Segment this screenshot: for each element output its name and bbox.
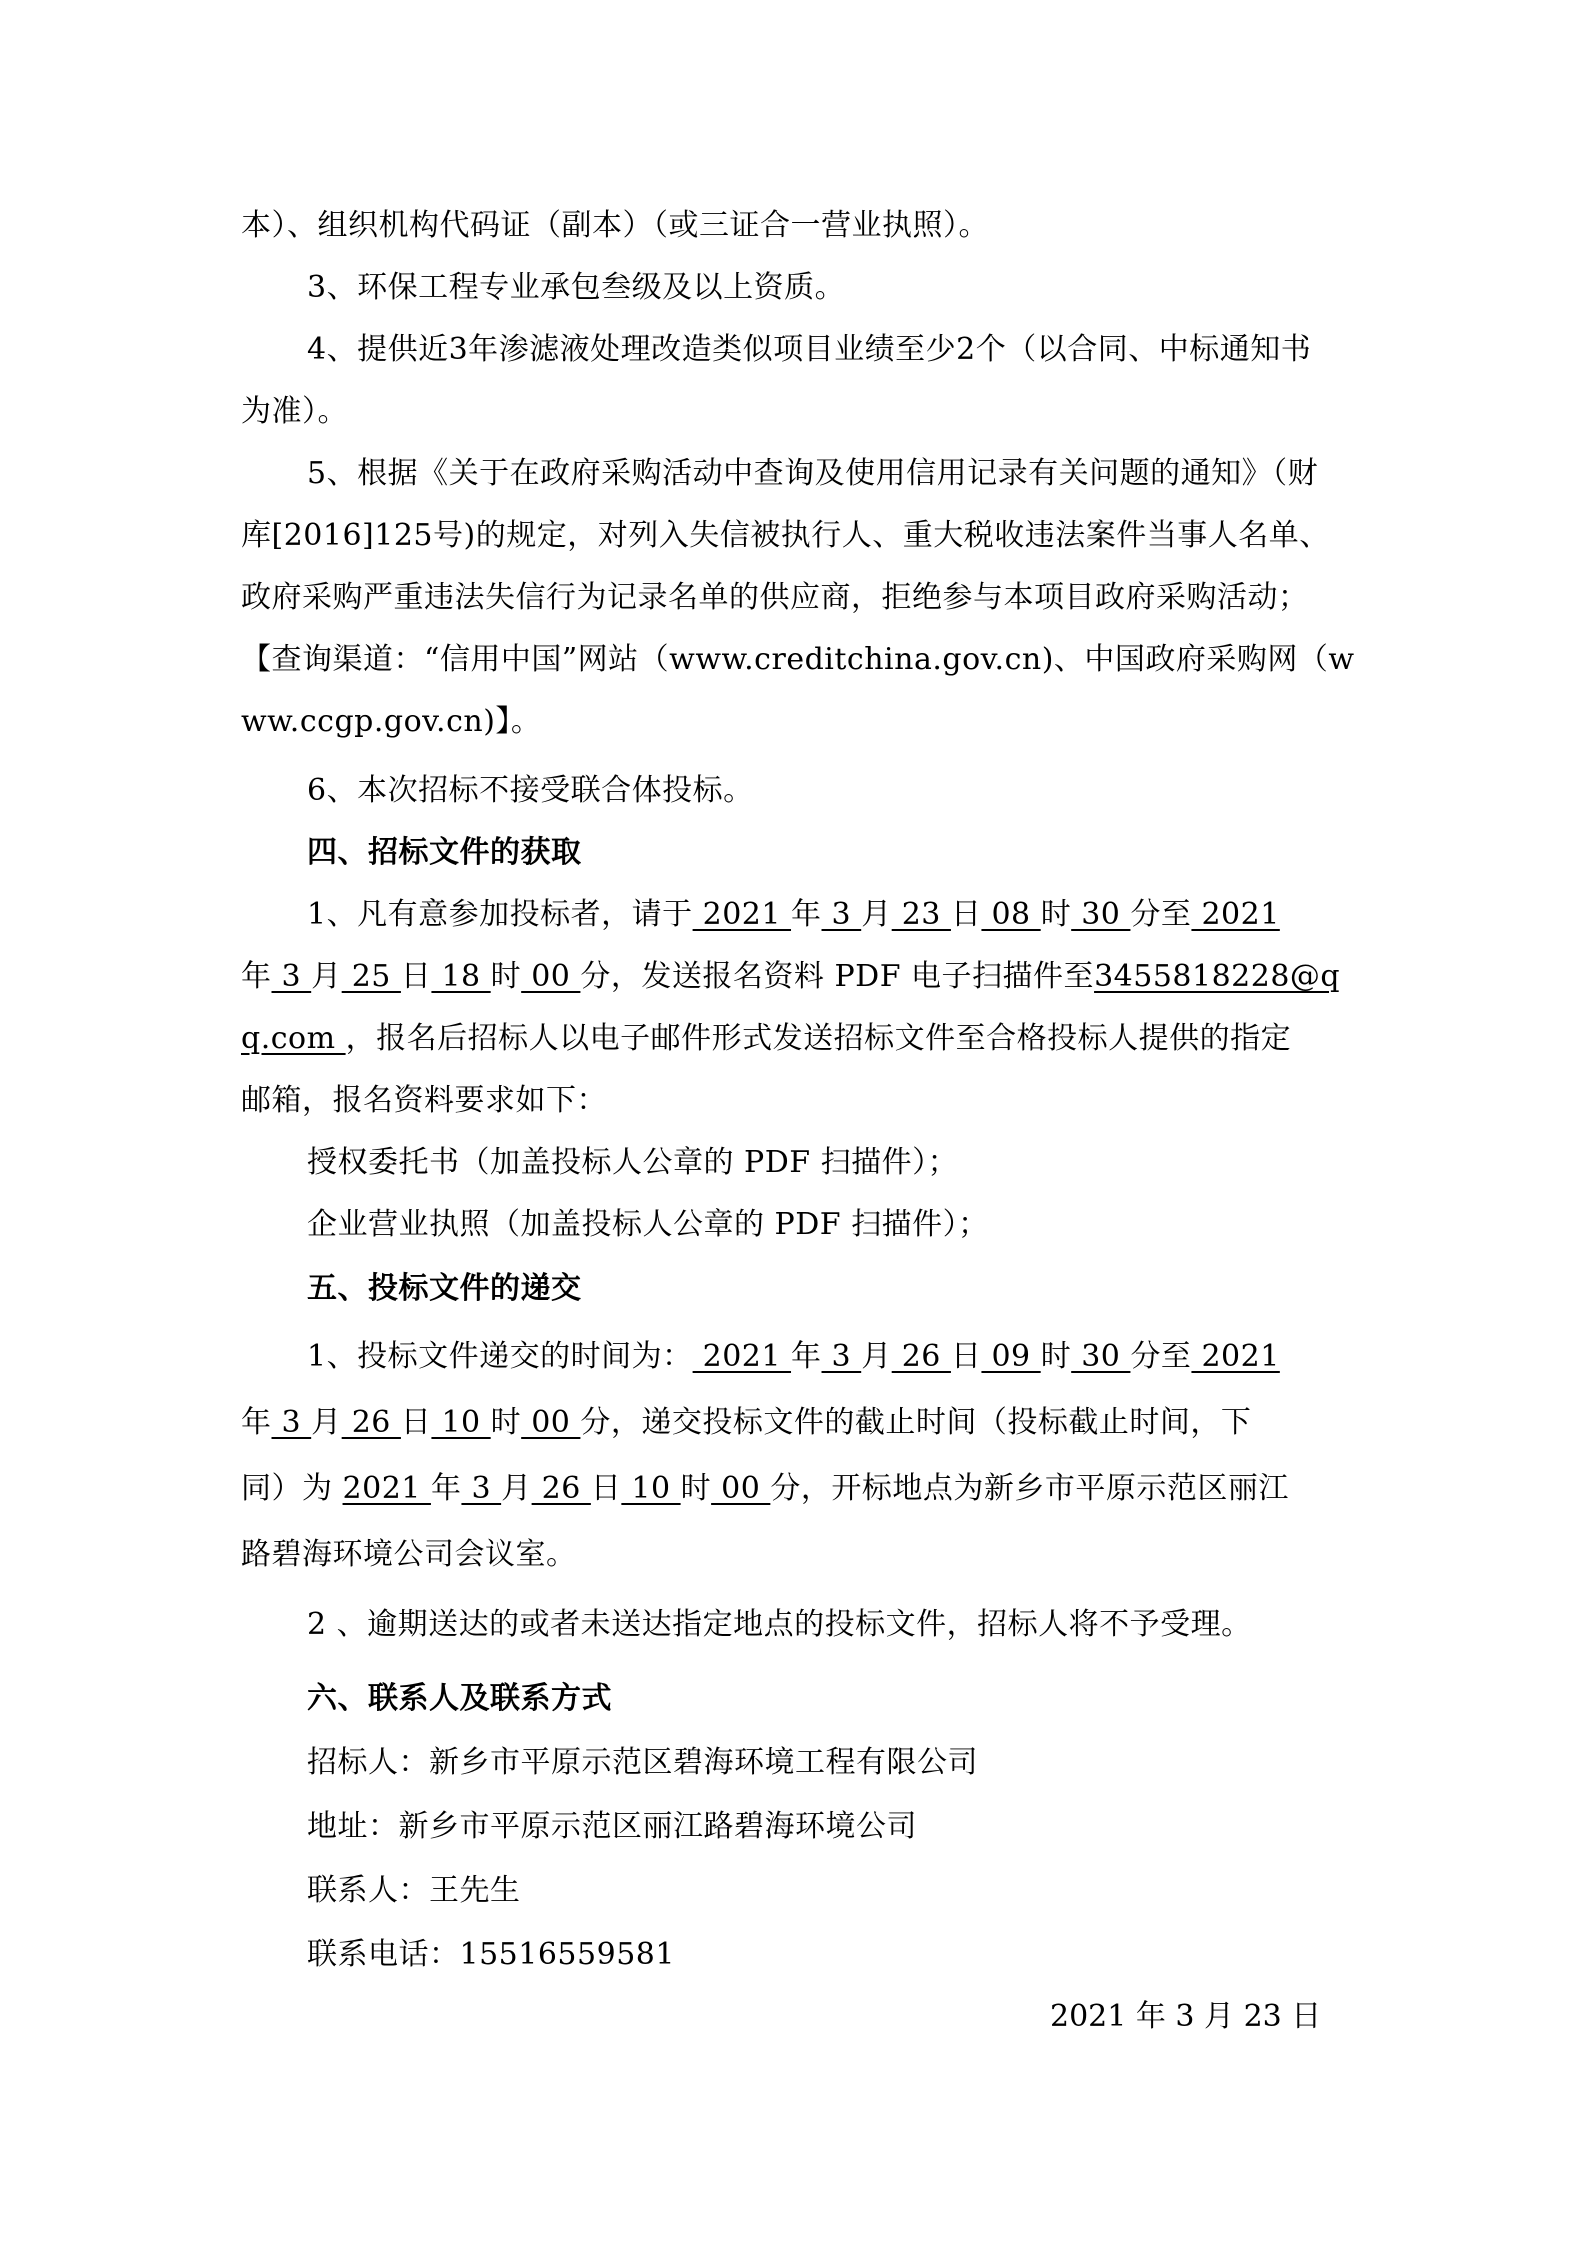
paragraph-line — [241, 1402, 1355, 1444]
text: 分至 — [1130, 897, 1192, 932]
paragraph-line — [241, 1018, 1355, 1060]
year-field: 2021 — [1191, 897, 1280, 932]
text: 月 — [501, 1471, 532, 1506]
paragraph-line — [241, 1468, 1355, 1510]
text: 年 — [430, 1471, 462, 1506]
hour-field: 08 — [981, 897, 1041, 932]
text: 月 — [311, 959, 342, 994]
text: 年 — [241, 959, 272, 994]
text: ，开标地点为新乡市平原示范区丽江 — [800, 1471, 1289, 1506]
day-field: 26 — [341, 1405, 401, 1440]
minute-field: 30 — [1071, 897, 1131, 932]
month-field: 3 — [271, 959, 312, 994]
text: 年 — [791, 897, 822, 932]
month-field: 3 — [271, 1405, 312, 1440]
hour-field: 09 — [981, 1339, 1041, 1374]
text: 年 — [791, 1339, 822, 1374]
paragraph-line: 3、环保工程专业承包叁级及以上资质。 — [307, 270, 846, 305]
year-field: 2021 — [692, 897, 792, 932]
paragraph-line: 授权委托书（加盖投标人公章的 PDF 扫描件）； — [307, 1145, 959, 1180]
minute-field: 30 — [1071, 1339, 1131, 1374]
text: 日 — [400, 1405, 432, 1440]
paragraph-line: ww.ccgp.gov.cn)】。 — [241, 704, 542, 739]
text: 同）为 — [241, 1471, 343, 1506]
paragraph-line: 2 、逾期送达的或者未送达指定地点的投标文件，招标人将不予受理。 — [307, 1607, 1252, 1642]
paragraph-line: 企业营业执照（加盖投标人公章的 PDF 扫描件）； — [307, 1207, 989, 1242]
paragraph-line: 路碧海环境公司会议室。 — [241, 1537, 577, 1572]
section-heading: 四、招标文件的获取 — [307, 835, 582, 870]
paragraph-line — [307, 894, 1355, 936]
hour-field: 10 — [431, 1405, 491, 1440]
day-field: 25 — [341, 959, 401, 994]
contact-phone: 联系电话：15516559581 — [307, 1937, 675, 1972]
hour-field: 18 — [431, 959, 491, 994]
text: 分 — [580, 959, 611, 994]
text: 分 — [580, 1405, 611, 1440]
month-field: 3 — [821, 897, 862, 932]
text: ，报名后招标人以电子邮件形式发送招标文件至合格投标人提供的指定 — [345, 1021, 1292, 1056]
text: 月 — [861, 897, 892, 932]
text: 1、投标文件递交的时间为： — [307, 1339, 693, 1374]
text: 时 — [1040, 897, 1072, 932]
email-link[interactable]: 3455818228@q — [1094, 959, 1341, 994]
text: 1、凡有意参加投标者，请于 — [307, 897, 693, 932]
text: 日 — [950, 1339, 982, 1374]
month-field: 3 — [821, 1339, 862, 1374]
contact-line: 联系人：王先生 — [307, 1873, 521, 1908]
paragraph-line: 本）、组织机构代码证（副本）（或三证合一营业执照）。 — [241, 208, 989, 243]
paragraph-line — [241, 956, 1355, 998]
paragraph-line: 为准）。 — [241, 394, 348, 429]
section-heading: 六、联系人及联系方式 — [307, 1681, 612, 1716]
year-field: 2021 — [1191, 1339, 1280, 1374]
year-field: 2021 — [342, 1471, 431, 1506]
text: 时 — [490, 1405, 522, 1440]
contact-line: 招标人：新乡市平原示范区碧海环境工程有限公司 — [307, 1745, 978, 1780]
contact-line: 地址：新乡市平原示范区丽江路碧海环境公司 — [307, 1809, 917, 1844]
text: 分 — [770, 1471, 801, 1506]
text: 日 — [400, 959, 432, 994]
text: ，发送报名资料 PDF 电子扫描件至 — [610, 959, 1095, 994]
text: ，递交投标文件的截止时间（投标截止时间，下 — [610, 1405, 1252, 1440]
minute-field: 00 — [521, 959, 581, 994]
text: 分至 — [1130, 1339, 1192, 1374]
day-field: 23 — [891, 897, 951, 932]
paragraph-line: 4、提供近3年渗滤液处理改造类似项目业绩至少2个（以合同、中标通知书 — [307, 332, 1312, 367]
day-field: 26 — [531, 1471, 591, 1506]
month-field: 3 — [461, 1471, 502, 1506]
text: 时 — [680, 1471, 712, 1506]
text: 日 — [590, 1471, 622, 1506]
paragraph-line: 6、本次招标不接受联合体投标。 — [307, 773, 754, 808]
paragraph-line: 5、根据《关于在政府采购活动中查询及使用信用记录有关问题的通知》（财 — [307, 456, 1319, 491]
paragraph-line — [307, 1336, 1355, 1378]
document-date: 2021 年 3 月 23 日 — [1050, 1999, 1322, 2034]
text: 年 — [241, 1405, 272, 1440]
paragraph-line: 库[2016]125号)的规定，对列入失信被执行人、重大税收违法案件当事人名单、 — [241, 518, 1330, 553]
paragraph-line: 邮箱，报名资料要求如下： — [241, 1083, 607, 1118]
minute-field: 00 — [711, 1471, 771, 1506]
email-link[interactable]: q.com — [241, 1021, 346, 1056]
section-heading: 五、投标文件的递交 — [307, 1271, 582, 1306]
year-field: 2021 — [692, 1339, 792, 1374]
text: 日 — [950, 897, 982, 932]
day-field: 26 — [891, 1339, 951, 1374]
text: 时 — [490, 959, 522, 994]
minute-field: 00 — [521, 1405, 581, 1440]
text: 时 — [1040, 1339, 1072, 1374]
text: 月 — [861, 1339, 892, 1374]
hour-field: 10 — [621, 1471, 681, 1506]
text: 月 — [311, 1405, 342, 1440]
paragraph-line: 政府采购严重违法失信行为记录名单的供应商，拒绝参与本项目政府采购活动； — [241, 580, 1309, 615]
paragraph-line: 【查询渠道：“信用中国”网站（www.creditchina.gov.cn)、中国政府采购网（w — [241, 642, 1355, 677]
